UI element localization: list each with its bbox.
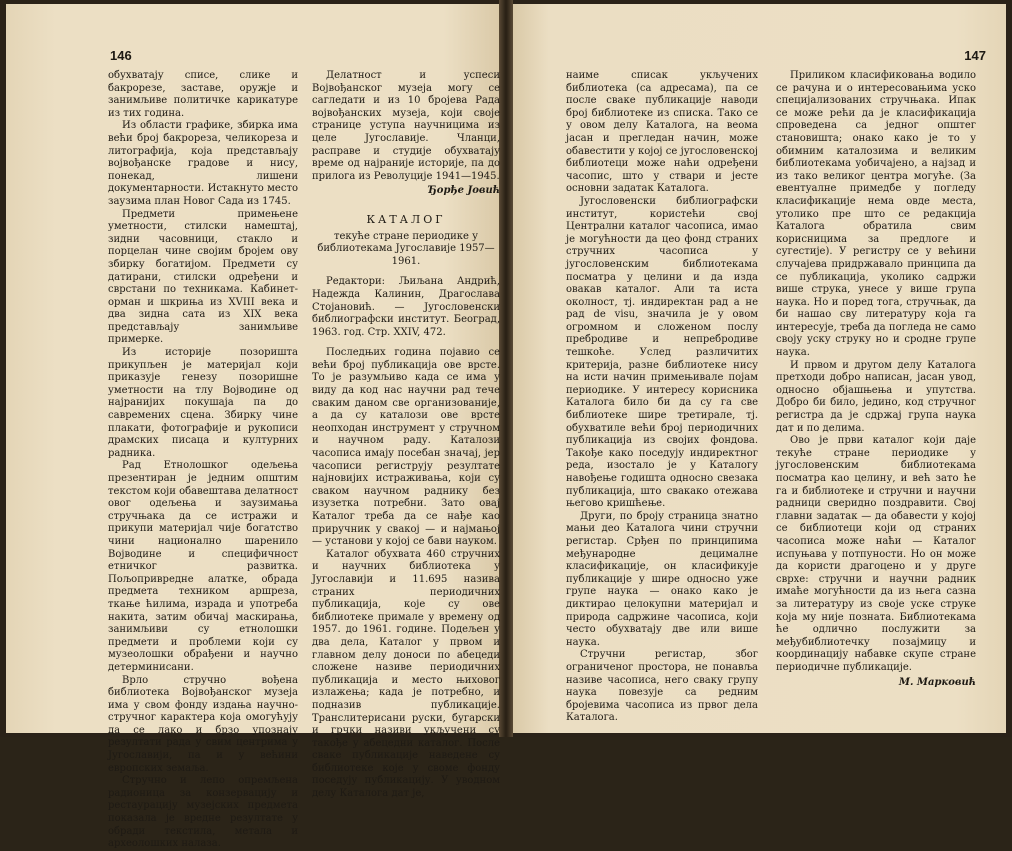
paragraph: Врло стручно вођена библиотека Војвођанског музеја има у свом фонду издања научно-стручног карактера која омогућују да се лако и брзо упознају резултати рада у свим центрима у Југославији, па и у већини европских земаља.	[108, 674, 298, 774]
paragraph: Приликом класификовања водило се рачуна и о интересовањима уско специјализованих стручњака. Ипак се може рећи да је класификација спроведена са једног општег становишта; онако како је то у обимним каталозима и великим библиотекама уобичајено, а најзад и из тако великог центра могуће. (За евентуалне примедбе у погледу класификације нема овде места, утолико пре што се редакција Каталога обратила свим корисницима за предлоге и сугестије). У регистру се у већини случајева придржавало принципа да се публикација, уколико садржи више струка, унесе у више група наука. Но и поред тога, стручњак, да би нашао сву литературу која га интересује, треба да погледа не само своју уску струку но и сродне групе наука.	[776, 70, 976, 359]
paragraph: И првом и другом делу Каталога претходи добро написан, јасан увод, односно објашњења и упутства. Добро би било, једино, код стручног регистра да је сдржај група наука дат и по делима.	[776, 359, 976, 434]
paragraph: обухватају списе, слике и бакрорезе, заставе, оружје и занимљиве политичке карикатуре из тих година.	[108, 70, 298, 119]
paragraph: Последњих година појавио се већи број публикација ове врсте. То је разумљиво када се има у виду да код нас научни рад тече сваким даном све организованије, а да су каталози ове врсте неопходан инструмент у стручном и научном раду. Каталози часописа имају посебан значај, јер часописи региструју резултате најновијих истраживања, који су сваком научном раднику без изузетка потребни. Зато овај Каталог треба да се нађе као приручник у свакој — и најмањој — установи у којој се бави науком.	[312, 347, 500, 548]
paragraph: Рад Етнолошког одељења презентиран је једним општим текстом који обавештава делатност овог одељења и заузимања стручњака да се истражи и прикупи материјал чије богатство чини национално шаренило Војводине и специфичност етничког развитка. Пољопривредне алатке, обрада предмета техником аршреза, ткање ћилима, израда и употреба накита, затим обичај маскирања, занимљиви су етнолошки предмети и проблеми који су музеолошки обрађени и научно детерминисани.	[108, 460, 298, 673]
page-number-right: 147	[964, 48, 986, 63]
paragraph: Из области графике, збирка има већи број бакрореза, челикореза и литографија, која представљају војвођанске градове и нису, понекад, лишени документарности. Истакнуто место заузима план Новог Сада из 1745.	[108, 120, 298, 207]
column-2	[312, 70, 500, 801]
catalog-reference: Редактори: Љиљана Андрић, Надежда Калинин, Драгослава Стојановић. — Југословенски библиографски институт. Београд, 1963. год. Стр. XXIV, 472.	[312, 276, 500, 338]
paragraph: Југословенски библиографски институт, користећи свој Централни каталог часописа, имао је могућности да цео фонд страних стручних часописа у југословенским библиотекама посматра у целини и да изда овакав каталог. Али та иста околност, тј. индиректан рад а не рад de visu, значила је у овом огромном и сложеном послу пребродиве и непребродиве тешкоће. Услед различитих критерија, разне библиотеке нису на исти начин примењивале појам периодике. У интересу корисника Каталога било би да су га све библиотеке шире третирале, тј. обухватиле већи број периодичних публикација из својих фондова. Такође како поседују индиректног реда, изостало је у Каталогу навођење годишта односно свезака публикација, што свакако отежава његово кришћење.	[566, 195, 758, 510]
paragraph: Каталог обухвата 460 стручних и научних библиотека у Југославији и 11.695 назива страних периодичних публикација, које су ове библиотеке примале у времену од 1957. до 1961. године. Подељен у два дела, Каталог у првом и главном делу доноси по абецеди сложене називе периодичних публикација и место њиховог излажења; када је потребно, и подназив публикације. Транслитерисани руски, бугарски и грчки називи укључени су такође у абецедни каталог. После сваке публикације наведене су библиотеке које у своме фонду поседују публикацију. У уводном делу Каталога дат је,	[312, 548, 500, 800]
book-gutter	[499, 0, 513, 737]
paragraph: Предмети примењене уметности, стилски намештај, зидни часовници, стакло и порцелан чине својим бројем ову збирку богатијом. Предмети су датирани, стилски одређени и сврстани по техникама. Кабинет-орман и шкриња из XVIII века и два зидна сата из XIX века представљају занимљиве примерке.	[108, 208, 298, 346]
signature-m-markovic: М. Марковић	[898, 676, 976, 688]
column-1	[108, 70, 298, 851]
paragraph: Стручни регистар, због ограниченог простора, не понавља називе часописа, него сваку групу наука повезује са редним бројевима часописа из првог дела Каталога.	[566, 649, 758, 724]
paragraph: наиме списак укључених библиотека (са адресама), па се после сваке публикације наводи број библиотеке из списка. Тако се у овом делу Каталога, на веома јасан и прегледан начин, може обавестити у којој се југословенској библиотеци може наћи одређени часопис, што у ствари и јесте основни задатак Каталога.	[566, 70, 758, 195]
paragraph: Ово је први каталог који даје текуће стране периодике у југословенским библиотекама посматра као целину, и већ зато ће га и библиотеке и стручни и научни радници сверидно поздравити. Свој главни задатак — да обавести у којој се библиотеци који од страних часописа може наћи — Каталог испуњава у потпуности. Но он може да користи драгоцено и у друге сврхе: стручни и научни радник имаће могућности да из њега сазна за литературу из своје уске струке која му није позната. Библиотекама ће одлично послужити за међубиблиотечку позајмицу и координацију набавке скупе стране периодичне публикације.	[776, 435, 976, 673]
page-number-left: 146	[110, 48, 132, 63]
signature-djordje-jovic: Ђорђе Јовић	[427, 185, 500, 197]
paragraph: Други, по броју страница знатно мањи део Каталога чини стручни регистар. Срђен по принципима међународне децималне класификације, он класификује публикације у шире односно уже групе наука — онако како је диктирао целокупни материјал и природа садржине часописа, који често обухватају две или више наука.	[566, 510, 758, 648]
catalog-title: КАТАЛОГ	[366, 212, 446, 226]
column-3	[566, 70, 758, 725]
catalog-subtitle: текуће стране периодике у библиотекама Југославије 1957—1961.	[317, 230, 495, 267]
column-4	[776, 70, 976, 689]
paragraph: Стручно и лепо опремљена радионица за конзервацију и рестаурацију музејских предмета показала је вредне резултате у обради текстила, метала и археолошких налаза.	[108, 775, 298, 850]
paragraph: Из историје позоришта прикупљен је материјал који приказује генезу позоришне уметности на тлу Војводине од најранијих покушаја па до савремених сцена. Збирку чине плакати, фотографије и рукописи драмских писаца и културних радника.	[108, 347, 298, 459]
paragraph: Делатност и успеси Војвођанског музеја могу се сагледати и из 10 бројева Рада војвођанских музеја, који своје странице уступа научницима из целе Југославије. Чланци, расправе и студије обухватају време од најраније историје, па до прилога из Револуције 1941—1945.	[312, 70, 500, 182]
